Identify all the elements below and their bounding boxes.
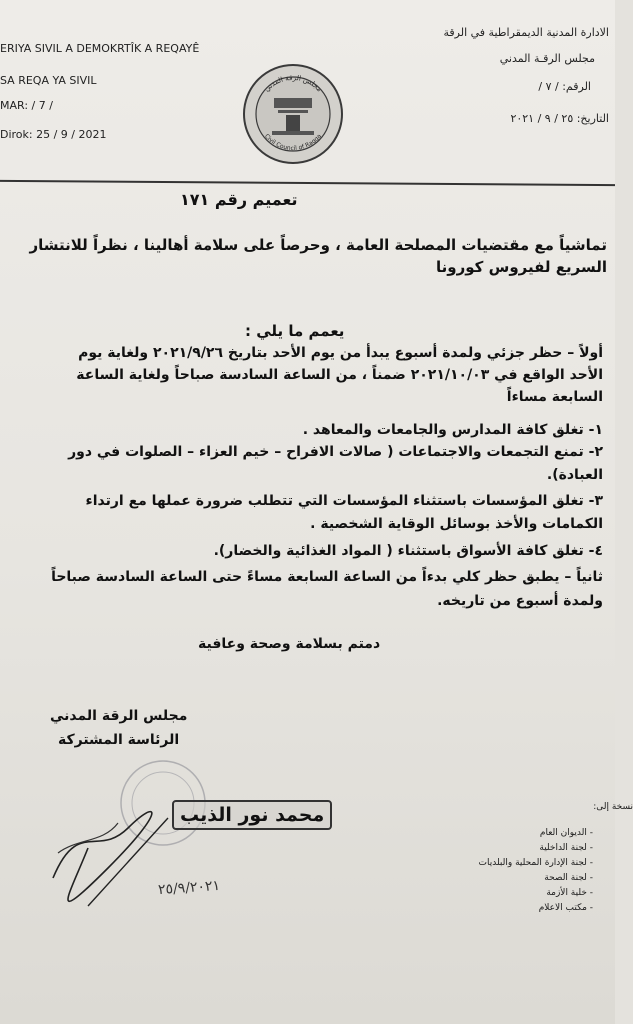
item-2-line1: ٢- تمنع التجمعات والاجتماعات ( صالات الافراح – خيم العزاء – الصلوات في دور [68, 444, 603, 460]
item-3-line2: الكمامات والأخذ بوسائل الوقاية الشخصية . [310, 516, 603, 532]
council-seal-icon [242, 63, 344, 165]
first-clause-line2: الأحد الواقع في ٢٠٢١/١٠/٠٣ ضمناً ، من الساعة السادسة صباحاً ولغاية الساعة [76, 367, 603, 383]
cc-item: - خلية الأزمة [546, 888, 593, 898]
header-right-number: الرقم: / ٧ / [538, 80, 591, 93]
second-clause-line1: ثانياً – يطبق حظر كلي بدءاً من الساعة السابعة مساءً حتى الساعة السادسة صباحاً [51, 569, 603, 585]
header-left-number: MAR: / 7 / [0, 99, 53, 112]
item-4: ٤- تغلق كافة الأسواق باستثناء ( المواد الغذائية والخضار). [213, 543, 603, 559]
document-intro: تماشياً مع مقتضيات المصلحة العامة ، وحرصاً على سلامة أهالينا ، نظراً للانتشار السريع لفيروس كورونا [29, 236, 607, 276]
document-title: تعميم رقم ١٧١ [180, 190, 298, 209]
signature-presidency: الرئاسة المشتركة [58, 732, 180, 748]
first-clause-line1: أولاً – حظر جزئي ولمدة أسبوع يبدأ من يوم الأحد بتاريخ ٢٠٢١/٩/٢٦ ولغاية يوم [78, 345, 603, 361]
handwritten-date: ٢٥/٩/٢٠٢١ [157, 877, 221, 899]
cc-item: - لجنة الداخلية [539, 843, 593, 853]
signature-council: مجلس الرقة المدني [50, 708, 188, 724]
first-clause-line3: السابعة مساءاً [506, 389, 603, 405]
item-2-line2: العبادة). [546, 467, 603, 483]
header-left-date: Dirok: 25 / 9 / 2021 [0, 128, 107, 141]
header-left-org: ERIYA SIVIL A DEMOKRTÎK A REQAYÊ [0, 42, 200, 55]
cc-label: نسخة إلى: [593, 802, 633, 812]
seal-top-text: مجلس الرقة المدني [262, 73, 324, 94]
second-clause-line2: ولمدة أسبوع من تاريخه. [437, 593, 603, 609]
cc-item: - لجنة الصحة [544, 873, 593, 883]
cc-list [393, 802, 633, 916]
header-divider [0, 180, 615, 186]
closing-line: دمتم بسلامة وصحة وعافية [198, 636, 381, 652]
announce-line: يعمم ما يلي : [245, 322, 345, 340]
cc-item: - الديوان العام [539, 828, 593, 838]
item-3-line1: ٣- تغلق المؤسسات باستثناء المؤسسات التي تتطلب ضرورة عملها مع ارتداء [85, 493, 603, 509]
header-right-council: مجلس الرقـة المدني [499, 52, 595, 65]
header-right-date: التاريخ: ٢٥ / ٩ / ٢٠٢١ [510, 112, 609, 125]
cc-item: - مكتب الاعلام [538, 903, 593, 913]
seal-bottom-text: Civil Council of Raqqa [262, 132, 324, 153]
item-1: ١- تغلق كافة المدارس والجامعات والمعاهد . [302, 422, 603, 438]
signatory-name: محمد نور الذيب [172, 800, 332, 830]
header-left-council: SA REQA YA SIVIL [0, 74, 97, 87]
header-right-org: الادارة المدنية الديمقراطية في الرقة [443, 26, 609, 39]
cc-item: - لجنة الإدارة المحلية والبلديات [478, 858, 593, 868]
